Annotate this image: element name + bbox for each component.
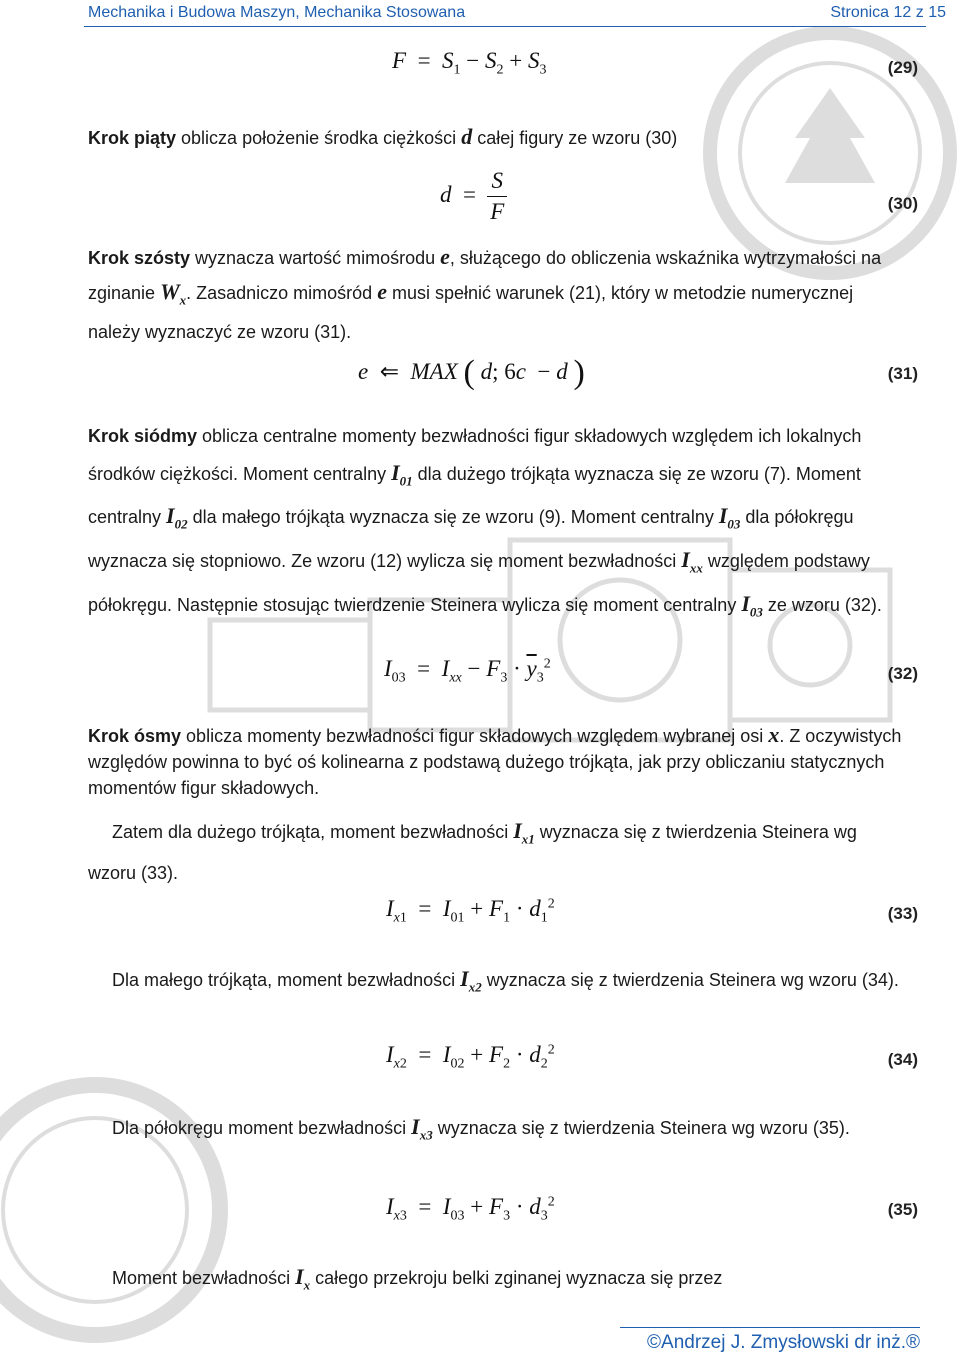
paragraph-step-8: Krok ósmy oblicza momenty bezwładności figur składowych względem wybranej osi x. Z oczywistych względów powinna to być oś kolinearna z podstawą dużego trójkąta, jak przy obliczaniu statycznych momentów figur składowych. <box>88 722 902 798</box>
paragraph-step-6: Krok szósty wyznacza wartość mimośrodu e, służącego do obliczenia wskaźnika wytrzymałości na zginanie $W_x$. Zasadniczo mimośród e musi spełnić warunek (21), który w metodzie numerycznej należy wyznaczyć ze wzoru (31). <box>88 244 882 343</box>
step-5-label: Krok piąty <box>88 128 177 148</box>
equation-number-34: (34) <box>887 1050 918 1069</box>
equation-29: $F = S_1 - S_2 + S_3$ <box>392 48 547 78</box>
equation-number-33: (33) <box>887 904 918 923</box>
paragraph-semicircle: Dla półokręgu moment bezwładności $I_{x3}$ wyznacza się z twierdzenia Steinera wg wzoru (35). <box>112 1114 850 1143</box>
equation-number-35: (35) <box>887 1200 918 1219</box>
copyright-footer: ©Andrzej J. Zmysłowski dr inż.® <box>647 1332 920 1353</box>
paragraph-big-triangle: Zatem dla dużego trójkąta, moment bezwładności $I_{x1}$ wyznacza się z twierdzenia Steinera wg wzoru (33). <box>88 818 857 884</box>
equation-32: $I_{03} = I_{xx} - F_3 \cdot \overline{y}_3^2$ <box>384 656 551 686</box>
paragraph-small-triangle: Dla małego trójkąta, moment bezwładności $I_{x2}$ wyznacza się z twierdzenia Steinera wg wzoru (34). <box>112 966 899 995</box>
header-divider <box>84 26 926 27</box>
equation-31: e ⇐ MAX ( d; 6c − d ) <box>358 354 585 391</box>
equation-number-31: (31) <box>887 364 918 383</box>
paragraph-total-moment: Moment bezwładności $I_x$ całego przekroju belki zginanej wyznacza się przez <box>112 1264 723 1293</box>
paragraph-step-5: Krok piąty oblicza położenie środka ciężkości d całej figury ze wzoru (30) <box>88 124 678 149</box>
header-title: Mechanika i Budowa Maszyn, Mechanika Stosowana <box>88 4 466 21</box>
faculty-seal-watermark <box>0 1060 230 1360</box>
step-7-label: Krok siódmy <box>88 426 198 446</box>
paragraph-step-7: Krok siódmy oblicza centralne momenty bezwładności figur składowych względem ich lokalnych środków ciężkości. Moment centralny $I_{01}$ dla dużego trójkąta wyznacza się ze wzoru (7). Moment centralny $I_{02}$ dla małego trójkąta wyznacza się ze wzoru (9). Moment centralny $I_{03}$ dla półokręgu wyznacza się stopniowo. Ze wzoru (12) wylicza się moment bezwładności $I_{xx}$ względem podstawy półokręgu. Następnie stosując twierdzenie Steinera wylicza się moment centralny $I_{03}$ ze wzoru (32). <box>88 426 882 620</box>
equation-number-30: (30) <box>887 194 918 213</box>
equation-35: $I_{x3} = I_{03} + F_3 \cdot d_3^2$ <box>386 1194 555 1224</box>
equation-34: $I_{x2} = I_{02} + F_2 \cdot d_2^2$ <box>386 1042 555 1072</box>
footer-divider <box>620 1327 920 1328</box>
step-6-label: Krok szósty <box>88 248 191 268</box>
step-8-label: Krok ósmy <box>88 726 182 746</box>
equation-33: $I_{x1} = I_{01} + F_1 \cdot d_1^2$ <box>386 896 555 926</box>
equation-number-29: (29) <box>887 58 918 77</box>
equation-number-32: (32) <box>887 664 918 683</box>
equation-30: d = $\frac{S}{F}$ <box>440 168 507 225</box>
page-counter: Stronica 12 z 15 <box>830 4 946 21</box>
page-header <box>0 0 960 28</box>
